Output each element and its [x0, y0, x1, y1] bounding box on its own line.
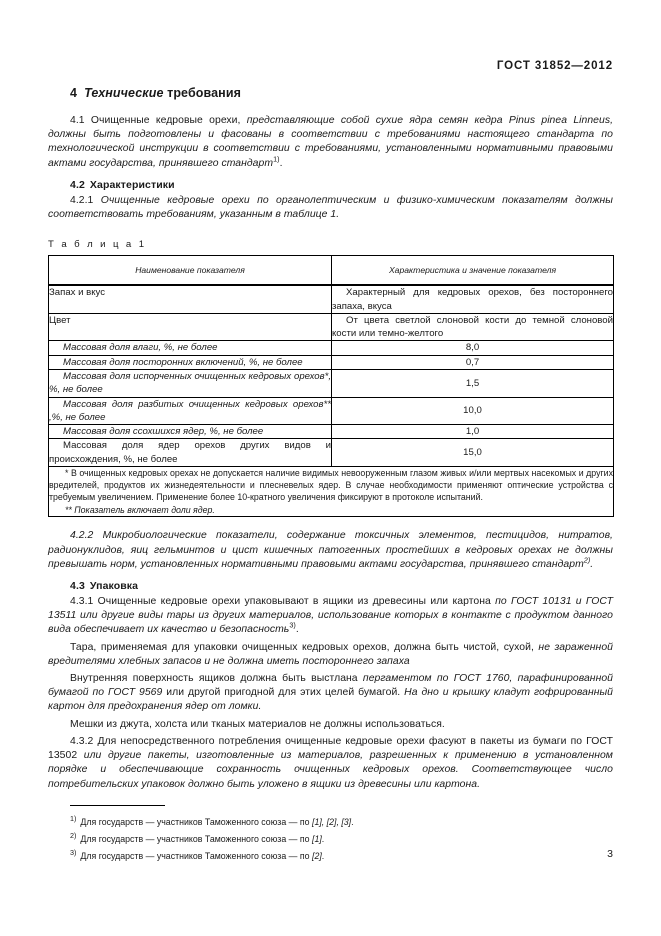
table-1-head: [49, 256, 614, 286]
table-cell-indicator: Массовая доля испорченных очищенных кедровых орехов*, %, не более: [49, 371, 331, 396]
subsection-heading-4-3: [70, 580, 613, 592]
footnote-3-text: Для государств — участников Таможенного союза — по: [80, 851, 312, 862]
table-1-body: [49, 285, 614, 517]
table-footnote-row: [49, 467, 614, 517]
clause-4-3-2-text-a: Для непосредственного потребления очищенные кедровые орехи фасуют в пакеты из бумаги по ГОСТ 13502: [48, 735, 614, 762]
clause-4-1-head: Очищенные кедровые орехи,: [90, 115, 247, 126]
section-title-tail: требования: [167, 86, 241, 100]
footnote-ref-2[interactable]: 2): [583, 555, 591, 565]
footnote-2-mark: 2): [70, 831, 77, 841]
table-footnotes: [49, 467, 614, 517]
footnote-ref-1[interactable]: 1): [273, 154, 280, 164]
subsection-4-3-number: 4.3: [70, 580, 85, 593]
clause-4-3-1-text-c: .: [295, 624, 299, 636]
clause-4-3-1-para-3b: пергаментом по ГОСТ 1760, парафинированной бумагой по ГОСТ 9569: [48, 673, 613, 699]
subsection-4-2-number: 4.2: [70, 178, 85, 191]
clause-4-3-1-para-3d: На дно и крышку кладут гофрированный картон для предохранения ядер от ломки.: [48, 687, 614, 713]
footnote-3-refs[interactable]: [2]: [312, 851, 322, 862]
footnote-1-refs[interactable]: [1], [2], [3]: [312, 816, 352, 827]
table-col-header-name-label: Наименование показателя: [135, 265, 245, 276]
table-cell-value: 1,0: [332, 425, 614, 439]
footnote-2-refs[interactable]: [1]: [312, 834, 322, 845]
subsection-4-3-title: Упаковка: [89, 580, 139, 593]
footnote-2-tail: .: [321, 834, 325, 845]
clause-4-2-2-text: Микробиологические показатели, содержание токсичных элементов, пестицидов, нитратов, радионуклидов, яиц гельминтов и цист кишечных патогенных простейших в кедровых орехах не должны превышать норм, установленных нормативными правовыми актами государства, принявшего стандарт: [48, 530, 613, 570]
section-heading-4: [70, 86, 613, 100]
footnote-1: [70, 812, 613, 829]
running-head: ГОСТ 31852—2012: [496, 60, 613, 72]
table-cell-indicator: Массовая доля разбитых очищенных кедровых орехов** ,%, не более: [49, 398, 331, 423]
clause-4-2-1-number: 4.2.1: [70, 194, 94, 206]
clause-4-3-1-para-4: Мешки из джута, холста или тканых материалов не должны использоваться.: [70, 718, 445, 730]
footnote-1-mark: 1): [70, 814, 77, 823]
clause-4-2-2: [48, 529, 613, 572]
table-row: [49, 370, 614, 398]
table-1-caption: Т а б л и ц а 1: [48, 239, 147, 251]
footnote-3-mark: 3): [70, 848, 77, 858]
section-title-italic: Технические: [84, 86, 164, 100]
clause-4-2-1-text: Очищенные кедровые орехи по органолептическим и физико-химическим показателям должны соответствовать требованиям, указанным в таблице 1.: [48, 194, 613, 221]
clause-4-3-1-para-3: [48, 672, 613, 715]
clause-4-2-1: [48, 194, 613, 222]
table-col-header-value: [332, 256, 614, 286]
clause-4-3-2: [48, 735, 613, 792]
table-header-row: [49, 256, 614, 286]
table-cell-value: 15,0: [332, 439, 614, 467]
footnote-2: [70, 829, 613, 846]
footnote-3-tail: .: [321, 851, 325, 862]
table-cell-indicator: Цвет: [49, 313, 332, 341]
table-cell-value: От цвета светлой слоновой кости до темной слоновой кости или темно-желтого: [332, 314, 613, 340]
clause-4-3-1-text-b: по ГОСТ 10131 и ГОСТ 13511 или другие виды тары из других материалов, использование которых в контакте с продуктом данного вида обеспечивает их качество и безопасность: [48, 596, 614, 636]
section-number: 4: [70, 86, 78, 100]
document-body: [48, 86, 613, 795]
footnote-3: [70, 846, 613, 863]
table-cell-indicator: Массовая доля ядер орехов других видов и происхождения, %, не более: [49, 440, 331, 465]
table-cell-value: Характерный для кедровых орехов, без постороннего запаха, вкуса: [332, 287, 613, 312]
table-col-header-value-label: Характеристика и значение показателя: [388, 265, 557, 276]
table-row: [49, 397, 614, 425]
clause-4-3-1-para-2: [48, 641, 613, 669]
clause-4-3-1-para-3c: или другой пригодной для этих целей бумагой.: [166, 687, 405, 699]
table-cell-indicator: Массовая доля влаги, %, не более: [49, 341, 332, 355]
table-cell-indicator: Массовая доля ссохшихся ядер, %, не более: [49, 425, 332, 439]
table-footnote-2: ** Показатель включает доли ядер.: [65, 505, 215, 516]
clause-4-3-1-number: 4.3.1: [70, 596, 94, 608]
table-row: [49, 341, 614, 355]
footnote-1-text: Для государств — участников Таможенного союза — по: [80, 816, 312, 827]
subsection-4-2-title: Характеристики: [89, 178, 175, 191]
page-footnotes: [48, 805, 613, 863]
subsection-heading-4-2: [70, 179, 613, 191]
clause-4-1: [48, 114, 613, 171]
table-1: [48, 255, 614, 517]
clause-4-3-1-para-3a: Внутренняя поверхность ящиков должна быть выстлана: [70, 673, 363, 685]
table-row: [49, 313, 614, 341]
clause-4-1-body: должны быть подготовлены и фасованы в соответствии с требованиями настоящего стандарта по технологической инструкции в соответствии с требованиями, установленными нормативными правовыми актами государства, принявшего стандарт: [48, 129, 613, 169]
footnote-2-text: Для государств — участников Таможенного союза — по: [80, 834, 312, 845]
footnote-separator-rule: [70, 805, 165, 806]
clause-4-1-number: 4.1: [70, 115, 85, 126]
clause-4-3-2-number: 4.3.2: [70, 735, 94, 747]
footnote-1-tail: .: [351, 816, 354, 827]
table-cell-value: 0,7: [332, 355, 614, 369]
table-footnote-1: * В очищенных кедровых орехах не допускается наличие видимых невооруженным глазом живых и/или мертвых насекомых и других вредителей, продуктов их жизнедеятельности и плесневелых ядер. В случае необходимости применяют оптические устройства с требуемым увеличением. Применение более 10-кратного увеличения фиксируют в протоколе испытаний.: [49, 468, 613, 503]
clause-4-2-2-number: 4.2.2: [70, 530, 94, 542]
clause-4-1-tail: .: [279, 157, 283, 169]
table-row: [49, 285, 614, 313]
clause-4-3-1-text-a: Очищенные кедровые орехи упаковывают в ящики из древесины или картона: [97, 596, 496, 608]
table-cell-value: 1,5: [332, 370, 614, 398]
table-cell-indicator: Массовая доля посторонних включений, %, не более: [49, 355, 332, 369]
clause-4-1-italic: представляющие собой сухие ядра семян кедра Pinus pinea Linneus,: [246, 115, 614, 126]
clause-4-3-1-para-2b: не зараженной вредителями хлебных запасов и не должна иметь постороннего запаха: [48, 641, 613, 667]
table-cell-indicator: Запах и вкус: [49, 285, 332, 313]
clause-4-3-1-para-2a: Тара, применяемая для упаковки очищенных кедровых орехов, должна быть чистой, сухой,: [70, 641, 539, 653]
page-number: 3: [607, 848, 613, 860]
clause-4-2-2-tail: .: [590, 558, 594, 570]
clause-4-3-2-text-b: или другие пакеты, изготовленные из материалов, разрешенных к применению в установленном порядке и обеспечивающие сохранность очищенных кедровых орехов. Соответствующее число потребительских упаковок должно быть уложено в ящики из древесины или картона.: [48, 750, 613, 790]
table-row: [49, 425, 614, 439]
table-cell-value: 8,0: [332, 341, 614, 355]
table-row: [49, 355, 614, 369]
footnote-ref-3[interactable]: 3): [289, 621, 296, 630]
table-cell-value: 10,0: [332, 397, 614, 425]
table-col-header-name: [49, 256, 332, 286]
clause-4-3-1: [48, 595, 613, 638]
table-row: [49, 439, 614, 467]
